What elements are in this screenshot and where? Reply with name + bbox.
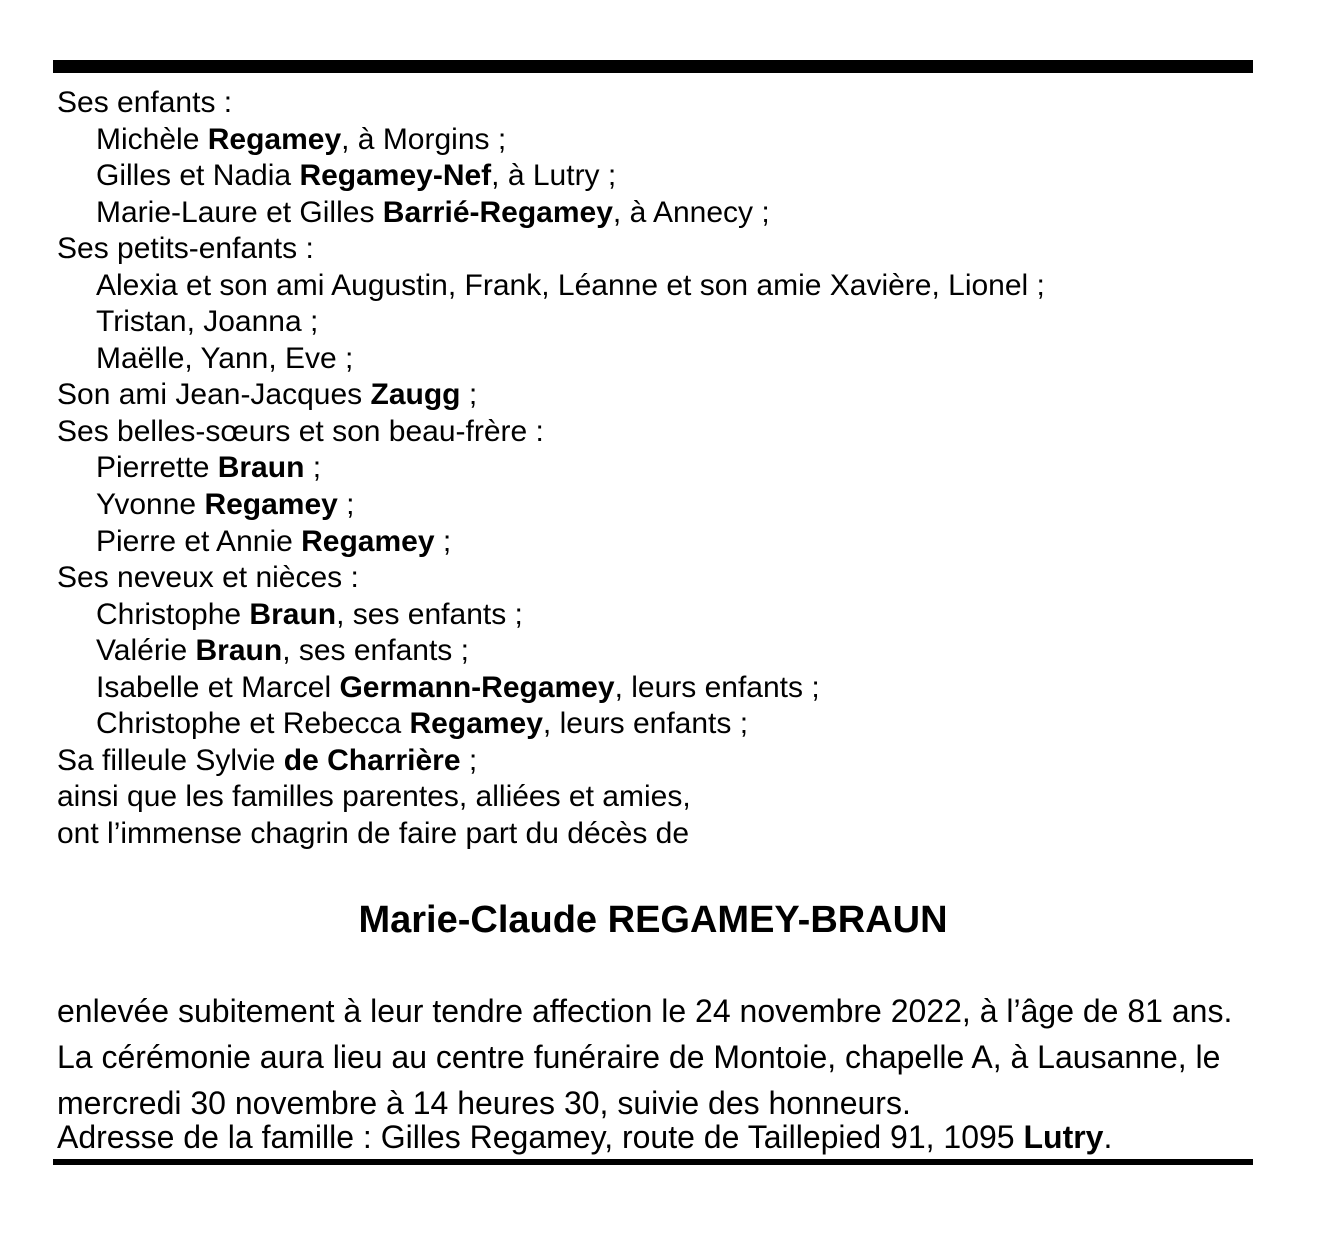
notice-line: [57, 988, 1232, 1034]
text-segment: Ses neveux et nièces :: [57, 561, 359, 595]
text-segment: ainsi que les familles parentes, alliées et amies,: [57, 780, 691, 814]
bold-name-segment: Regamey: [409, 707, 543, 741]
text-segment: ont l’immense chagrin de faire part du décès de: [57, 816, 690, 850]
text-segment: Pierrette: [96, 451, 218, 485]
bold-name-segment: de Charrière: [283, 743, 461, 777]
bold-name-segment: Regamey: [207, 122, 342, 156]
family-line: [57, 487, 1045, 524]
family-line: [57, 670, 1045, 707]
notice-line: [57, 1034, 1232, 1080]
family-line: [57, 633, 1045, 670]
family-line: [57, 414, 1045, 451]
text-segment: Isabelle et Marcel: [96, 670, 340, 704]
text-segment: Sa filleule Sylvie: [57, 743, 284, 777]
text-segment: Ses enfants :: [57, 86, 233, 119]
family-line: [57, 268, 1045, 305]
text-segment: , ses enfants ;: [336, 597, 523, 631]
text-segment: Maëlle, Yann, Eve ;: [96, 341, 354, 375]
family-line: [57, 304, 1045, 341]
text-segment: Adresse de la famille : Gilles Regamey, route de Taillepied 91, 1095: [57, 1119, 1024, 1155]
text-segment: Tristan, Joanna ;: [96, 305, 319, 339]
bold-name-segment: Regamey-Nef: [299, 159, 492, 193]
text-segment: Ses belles-sœurs et son beau-frère :: [57, 414, 544, 448]
bold-name-segment: Barrié-Regamey: [382, 195, 613, 229]
text-segment: , à Morgins ;: [341, 122, 507, 156]
text-segment: ;: [460, 743, 478, 777]
text-segment: .: [1103, 1119, 1113, 1155]
family-line: [57, 85, 1045, 122]
bottom-rule: [53, 1159, 1253, 1165]
text-segment: , leurs enfants ;: [542, 707, 749, 741]
text-segment: , ses enfants ;: [282, 634, 469, 668]
family-line: [57, 524, 1045, 561]
family-line: [57, 377, 1045, 414]
bold-name-segment: Braun: [217, 451, 305, 485]
text-segment: mercredi 30 novembre à 14 heures 30, suivie des honneurs.: [57, 1085, 911, 1121]
bold-name-segment: Germann-Regamey: [339, 670, 615, 704]
family-line: [57, 743, 1045, 780]
text-segment: Valérie: [96, 634, 196, 668]
bold-name-segment: Braun: [249, 597, 337, 631]
text-segment: Gilles et Nadia: [96, 159, 300, 193]
text-segment: Christophe et Rebecca: [96, 707, 410, 741]
family-line: [57, 122, 1045, 159]
top-rule: [53, 60, 1253, 73]
text-segment: enlevée subitement à leur tendre affection le 24 novembre 2022, à l’âge de 81 ans.: [57, 993, 1233, 1029]
text-segment: ;: [434, 524, 452, 558]
family-line: [57, 195, 1045, 232]
text-segment: ;: [304, 451, 322, 485]
family-line: [57, 158, 1045, 195]
text-segment: Ses petits-enfants :: [57, 232, 314, 266]
text-segment: Son ami Jean-Jacques: [57, 378, 371, 412]
text-segment: La cérémonie aura lieu au centre funéraire de Montoie, chapelle A, à Lausanne, le: [57, 1039, 1221, 1075]
family-line: [57, 560, 1045, 597]
text-segment: Michèle: [96, 122, 208, 156]
bold-name-segment: Regamey: [301, 524, 435, 558]
text-segment: ;: [337, 488, 355, 522]
text-segment: Marie-Laure et Gilles: [96, 195, 383, 229]
family-line: [57, 816, 1045, 853]
family-line: [57, 706, 1045, 743]
text-segment: Alexia et son ami Augustin, Frank, Léanne et son amie Xavière, Lionel ;: [96, 268, 1045, 302]
bold-name-segment: Regamey: [204, 488, 338, 522]
bold-name-segment: Braun: [195, 634, 283, 668]
family-line: [57, 450, 1045, 487]
deceased-name-title: Marie-Claude REGAMEY-BRAUN: [358, 899, 948, 941]
text-segment: , leurs enfants ;: [614, 670, 820, 704]
family-list: [57, 85, 1045, 852]
family-line: [57, 231, 1045, 268]
bold-name-segment: Zaugg: [370, 378, 461, 412]
family-line: [57, 779, 1045, 816]
text-segment: , à Annecy ;: [612, 195, 770, 229]
text-segment: Pierre et Annie: [96, 524, 302, 558]
family-line: [57, 341, 1045, 378]
text-segment: Christophe: [96, 597, 250, 631]
family-address-line: [57, 1117, 1112, 1157]
funeral-notice: [57, 988, 1232, 1126]
bold-name-segment: Lutry: [1023, 1119, 1104, 1155]
text-segment: Yvonne: [96, 488, 205, 522]
text-segment: ;: [460, 378, 478, 412]
text-segment: , à Lutry ;: [491, 159, 617, 193]
family-line: [57, 597, 1045, 634]
